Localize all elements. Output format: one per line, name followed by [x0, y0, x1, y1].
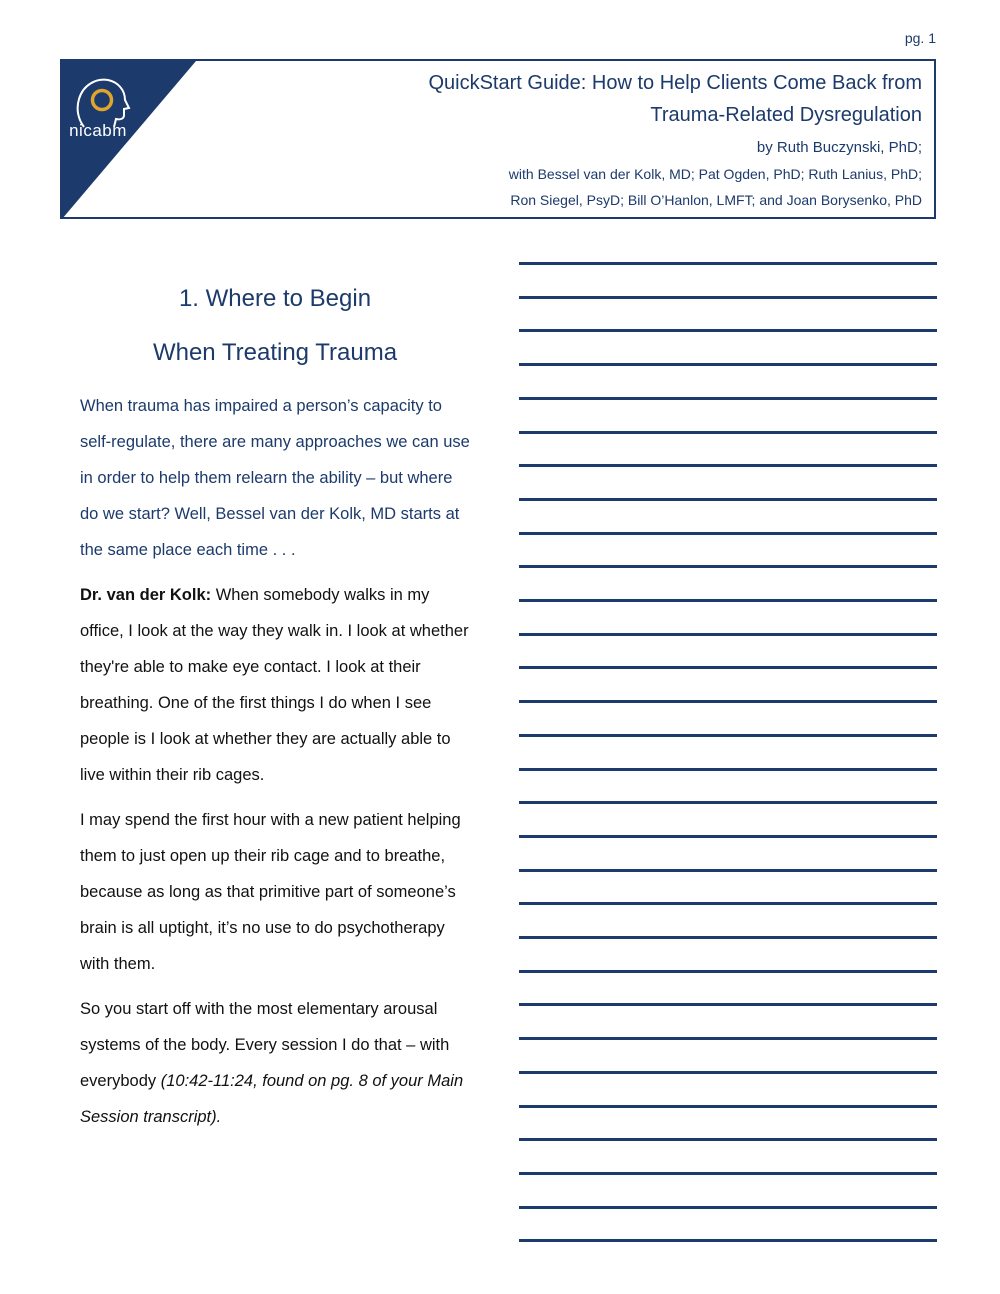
note-line — [519, 666, 937, 669]
contributors-line1: with Bessel van der Kolk, MD; Pat Ogden, PhD; Ruth Lanius, PhD; — [508, 166, 922, 182]
note-line — [519, 397, 937, 400]
note-line — [519, 296, 937, 299]
guide-title-text: How to Help Clients Come Back from — [591, 72, 922, 94]
page-number: pg. 1 — [904, 30, 936, 46]
note-line — [519, 1037, 937, 1040]
guide-title-line2: Trauma-Related Dysregulation — [650, 104, 922, 126]
note-line — [519, 1206, 937, 1209]
note-line — [519, 734, 937, 737]
note-line — [519, 1105, 937, 1108]
quote-paragraph-3 — [80, 991, 475, 1135]
intro-paragraph: When trauma has impaired a person’s capacity to self-regulate, there are many approaches we can use in order to help them relearn the ability – but where do we start? Well, Bessel van der Kolk, MD starts at the same place each time . . . — [80, 397, 470, 559]
quote-paragraph-2: I may spend the first hour with a new patient helping them to just open up their rib cage and to breathe, because as long as that primitive part of someone’s brain is all uptight, it’s no use to do psychotherapy with them. — [80, 811, 461, 973]
note-line — [519, 363, 937, 366]
note-line — [519, 599, 937, 602]
source-citation: (10:42-11:24, found on pg. 8 of your Main Session transcript). — [80, 1072, 464, 1126]
quote-paragraph-1 — [80, 577, 475, 793]
logo-wordmark: nicabm — [69, 121, 127, 140]
note-line — [519, 329, 937, 332]
header-text-block — [428, 67, 922, 213]
guide-title-line1 — [428, 67, 922, 99]
note-line — [519, 532, 937, 535]
guide-label-separator: : — [580, 72, 587, 94]
note-line — [519, 902, 937, 905]
note-lines-area — [519, 262, 937, 1242]
author-line: by Ruth Buczynski, PhD; — [756, 139, 922, 156]
guide-label: QuickStart Guide — [428, 72, 581, 94]
header-banner — [60, 59, 936, 219]
note-line — [519, 970, 937, 973]
note-line — [519, 431, 937, 434]
contributors-line2: Ron Siegel, PsyD; Bill O’Hanlon, LMFT; and Joan Borysenko, PhD — [510, 192, 922, 208]
note-line — [519, 869, 937, 872]
note-line — [519, 633, 937, 636]
section-title — [80, 272, 470, 380]
body-content — [80, 388, 475, 1144]
section-title-line1: 1. Where to Begin — [178, 285, 372, 312]
section-title-line2: When Treating Trauma — [152, 339, 398, 366]
note-line — [519, 1138, 937, 1141]
note-line — [519, 1071, 937, 1074]
note-line — [519, 835, 937, 838]
quote-text-3: So you start off with the most elementary arousal systems of the body. Every session I do that – with everybody — [80, 1000, 450, 1090]
quote-text-1: When somebody walks in my office, I look at the way they walk in. I look at whether they're able to make eye contact. I look at their breathing. One of the first things I do when I see people is I look at whether they are actually able to live within their rib cages. — [80, 586, 469, 784]
speaker-name: Dr. van der Kolk: — [80, 586, 212, 604]
note-line — [519, 1172, 937, 1175]
note-line — [519, 1239, 937, 1242]
note-line — [519, 1003, 937, 1006]
note-line — [519, 936, 937, 939]
note-line — [519, 565, 937, 568]
note-line — [519, 801, 937, 804]
note-line — [519, 464, 937, 467]
note-line — [519, 498, 937, 501]
note-line — [519, 700, 937, 703]
note-line — [519, 262, 937, 265]
note-line — [519, 768, 937, 771]
